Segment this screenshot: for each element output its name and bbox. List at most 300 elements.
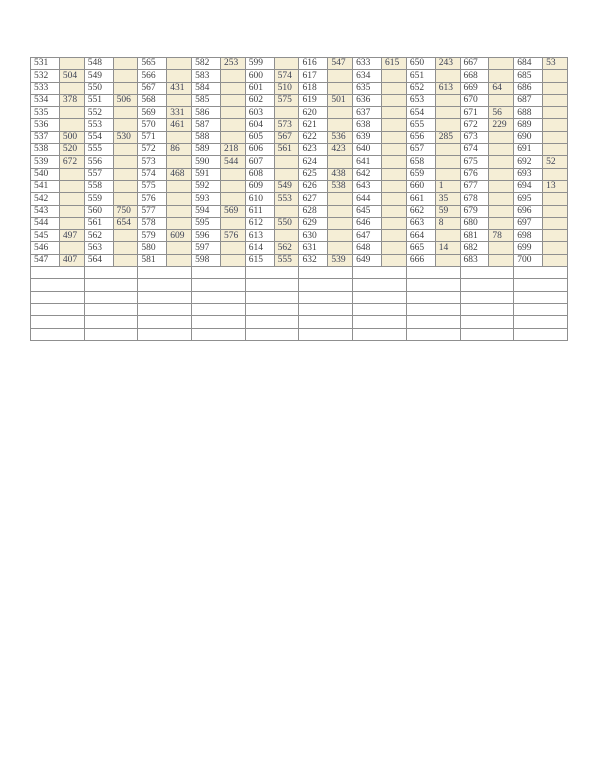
value-cell[interactable]: [274, 156, 299, 168]
empty-cell[interactable]: [406, 279, 460, 291]
value-cell[interactable]: 229: [489, 119, 514, 131]
index-cell[interactable]: 550: [84, 82, 113, 94]
empty-cell[interactable]: [31, 279, 85, 291]
index-cell[interactable]: 532: [31, 70, 60, 82]
index-cell[interactable]: 661: [406, 193, 435, 205]
index-cell[interactable]: 576: [138, 193, 167, 205]
value-cell[interactable]: [543, 193, 568, 205]
value-cell[interactable]: [489, 58, 514, 70]
value-cell[interactable]: [59, 107, 84, 119]
index-cell[interactable]: 700: [514, 254, 543, 266]
value-cell[interactable]: [435, 254, 460, 266]
index-cell[interactable]: 555: [84, 144, 113, 156]
value-cell[interactable]: 56: [489, 107, 514, 119]
value-cell[interactable]: [489, 205, 514, 217]
empty-cell[interactable]: [138, 291, 192, 303]
index-cell[interactable]: 562: [84, 230, 113, 242]
index-cell[interactable]: 597: [192, 242, 221, 254]
value-cell[interactable]: 576: [220, 230, 245, 242]
value-cell[interactable]: 331: [167, 107, 192, 119]
value-cell[interactable]: [274, 107, 299, 119]
value-cell[interactable]: [382, 144, 407, 156]
value-cell[interactable]: [220, 82, 245, 94]
index-cell[interactable]: 543: [31, 205, 60, 217]
index-cell[interactable]: 688: [514, 107, 543, 119]
index-cell[interactable]: 559: [84, 193, 113, 205]
empty-cell[interactable]: [245, 316, 299, 328]
value-cell[interactable]: 575: [274, 94, 299, 106]
value-cell[interactable]: [220, 94, 245, 106]
value-cell[interactable]: 461: [167, 119, 192, 131]
index-cell[interactable]: 650: [406, 58, 435, 70]
index-cell[interactable]: 594: [192, 205, 221, 217]
value-cell[interactable]: 520: [59, 144, 84, 156]
index-cell[interactable]: 620: [299, 107, 328, 119]
index-cell[interactable]: 558: [84, 180, 113, 192]
value-cell[interactable]: [167, 70, 192, 82]
value-cell[interactable]: [382, 131, 407, 143]
value-cell[interactable]: [167, 131, 192, 143]
index-cell[interactable]: 642: [353, 168, 382, 180]
empty-cell[interactable]: [84, 279, 138, 291]
index-cell[interactable]: 533: [31, 82, 60, 94]
empty-cell[interactable]: [84, 267, 138, 279]
index-cell[interactable]: 600: [245, 70, 274, 82]
index-cell[interactable]: 623: [299, 144, 328, 156]
value-cell[interactable]: [59, 119, 84, 131]
index-cell[interactable]: 655: [406, 119, 435, 131]
value-cell[interactable]: [113, 70, 138, 82]
value-cell[interactable]: [113, 119, 138, 131]
index-cell[interactable]: 579: [138, 230, 167, 242]
value-cell[interactable]: [543, 217, 568, 229]
value-cell[interactable]: [328, 217, 353, 229]
index-cell[interactable]: 630: [299, 230, 328, 242]
index-cell[interactable]: 593: [192, 193, 221, 205]
index-cell[interactable]: 641: [353, 156, 382, 168]
empty-cell[interactable]: [353, 328, 407, 340]
index-cell[interactable]: 544: [31, 217, 60, 229]
value-cell[interactable]: [543, 107, 568, 119]
empty-cell[interactable]: [406, 328, 460, 340]
empty-cell[interactable]: [192, 291, 246, 303]
index-cell[interactable]: 698: [514, 230, 543, 242]
index-cell[interactable]: 681: [460, 230, 489, 242]
index-cell[interactable]: 588: [192, 131, 221, 143]
index-cell[interactable]: 611: [245, 205, 274, 217]
value-cell[interactable]: [59, 242, 84, 254]
index-cell[interactable]: 686: [514, 82, 543, 94]
value-cell[interactable]: [543, 82, 568, 94]
value-cell[interactable]: [113, 58, 138, 70]
index-cell[interactable]: 599: [245, 58, 274, 70]
empty-cell[interactable]: [138, 303, 192, 315]
index-cell[interactable]: 647: [353, 230, 382, 242]
value-cell[interactable]: 53: [543, 58, 568, 70]
index-cell[interactable]: 554: [84, 131, 113, 143]
index-cell[interactable]: 578: [138, 217, 167, 229]
value-cell[interactable]: [59, 193, 84, 205]
index-cell[interactable]: 603: [245, 107, 274, 119]
empty-cell[interactable]: [514, 316, 568, 328]
value-cell[interactable]: 561: [274, 144, 299, 156]
index-cell[interactable]: 592: [192, 180, 221, 192]
index-cell[interactable]: 606: [245, 144, 274, 156]
index-cell[interactable]: 613: [245, 230, 274, 242]
value-cell[interactable]: [113, 168, 138, 180]
value-cell[interactable]: [435, 119, 460, 131]
index-cell[interactable]: 556: [84, 156, 113, 168]
value-cell[interactable]: 378: [59, 94, 84, 106]
index-cell[interactable]: 690: [514, 131, 543, 143]
value-cell[interactable]: 504: [59, 70, 84, 82]
value-cell[interactable]: [167, 94, 192, 106]
empty-cell[interactable]: [31, 328, 85, 340]
value-cell[interactable]: [328, 82, 353, 94]
index-cell[interactable]: 569: [138, 107, 167, 119]
empty-cell[interactable]: [514, 328, 568, 340]
index-cell[interactable]: 581: [138, 254, 167, 266]
value-cell[interactable]: 423: [328, 144, 353, 156]
index-cell[interactable]: 586: [192, 107, 221, 119]
value-cell[interactable]: 13: [543, 180, 568, 192]
index-cell[interactable]: 570: [138, 119, 167, 131]
index-cell[interactable]: 663: [406, 217, 435, 229]
index-cell[interactable]: 660: [406, 180, 435, 192]
value-cell[interactable]: [328, 193, 353, 205]
value-cell[interactable]: [59, 205, 84, 217]
index-cell[interactable]: 596: [192, 230, 221, 242]
value-cell[interactable]: [167, 242, 192, 254]
value-cell[interactable]: [435, 230, 460, 242]
value-cell[interactable]: [382, 94, 407, 106]
empty-cell[interactable]: [514, 291, 568, 303]
index-cell[interactable]: 649: [353, 254, 382, 266]
value-cell[interactable]: [489, 193, 514, 205]
index-cell[interactable]: 551: [84, 94, 113, 106]
index-cell[interactable]: 667: [460, 58, 489, 70]
index-cell[interactable]: 614: [245, 242, 274, 254]
value-cell[interactable]: [382, 119, 407, 131]
value-cell[interactable]: [382, 230, 407, 242]
value-cell[interactable]: 501: [328, 94, 353, 106]
index-cell[interactable]: 622: [299, 131, 328, 143]
value-cell[interactable]: [167, 180, 192, 192]
value-cell[interactable]: [382, 180, 407, 192]
value-cell[interactable]: [113, 230, 138, 242]
index-cell[interactable]: 644: [353, 193, 382, 205]
value-cell[interactable]: 562: [274, 242, 299, 254]
value-cell[interactable]: [543, 230, 568, 242]
value-cell[interactable]: 431: [167, 82, 192, 94]
value-cell[interactable]: [489, 144, 514, 156]
empty-cell[interactable]: [460, 267, 514, 279]
index-cell[interactable]: 633: [353, 58, 382, 70]
value-cell[interactable]: [543, 242, 568, 254]
index-cell[interactable]: 580: [138, 242, 167, 254]
empty-cell[interactable]: [84, 328, 138, 340]
index-cell[interactable]: 535: [31, 107, 60, 119]
value-cell[interactable]: [489, 156, 514, 168]
index-cell[interactable]: 585: [192, 94, 221, 106]
index-cell[interactable]: 539: [31, 156, 60, 168]
index-cell[interactable]: 548: [84, 58, 113, 70]
index-cell[interactable]: 662: [406, 205, 435, 217]
value-cell[interactable]: [328, 156, 353, 168]
value-cell[interactable]: [382, 168, 407, 180]
value-cell[interactable]: [543, 131, 568, 143]
index-cell[interactable]: 679: [460, 205, 489, 217]
index-cell[interactable]: 618: [299, 82, 328, 94]
index-cell[interactable]: 651: [406, 70, 435, 82]
index-cell[interactable]: 671: [460, 107, 489, 119]
index-cell[interactable]: 659: [406, 168, 435, 180]
value-cell[interactable]: 567: [274, 131, 299, 143]
empty-cell[interactable]: [353, 279, 407, 291]
index-cell[interactable]: 687: [514, 94, 543, 106]
value-cell[interactable]: [435, 144, 460, 156]
index-cell[interactable]: 583: [192, 70, 221, 82]
value-cell[interactable]: [274, 58, 299, 70]
value-cell[interactable]: [274, 205, 299, 217]
index-cell[interactable]: 657: [406, 144, 435, 156]
index-cell[interactable]: 595: [192, 217, 221, 229]
index-cell[interactable]: 564: [84, 254, 113, 266]
value-cell[interactable]: 613: [435, 82, 460, 94]
index-cell[interactable]: 692: [514, 156, 543, 168]
index-cell[interactable]: 648: [353, 242, 382, 254]
empty-cell[interactable]: [406, 303, 460, 315]
index-cell[interactable]: 577: [138, 205, 167, 217]
empty-cell[interactable]: [138, 316, 192, 328]
index-cell[interactable]: 582: [192, 58, 221, 70]
empty-cell[interactable]: [353, 291, 407, 303]
value-cell[interactable]: 14: [435, 242, 460, 254]
value-cell[interactable]: 530: [113, 131, 138, 143]
empty-cell[interactable]: [245, 291, 299, 303]
index-cell[interactable]: 541: [31, 180, 60, 192]
index-cell[interactable]: 609: [245, 180, 274, 192]
index-cell[interactable]: 636: [353, 94, 382, 106]
value-cell[interactable]: 64: [489, 82, 514, 94]
index-cell[interactable]: 627: [299, 193, 328, 205]
index-cell[interactable]: 637: [353, 107, 382, 119]
index-cell[interactable]: 653: [406, 94, 435, 106]
value-cell[interactable]: [382, 156, 407, 168]
index-cell[interactable]: 643: [353, 180, 382, 192]
index-cell[interactable]: 626: [299, 180, 328, 192]
index-cell[interactable]: 666: [406, 254, 435, 266]
index-cell[interactable]: 584: [192, 82, 221, 94]
value-cell[interactable]: [489, 70, 514, 82]
value-cell[interactable]: 253: [220, 58, 245, 70]
index-cell[interactable]: 685: [514, 70, 543, 82]
value-cell[interactable]: [543, 70, 568, 82]
value-cell[interactable]: 672: [59, 156, 84, 168]
value-cell[interactable]: [220, 131, 245, 143]
index-cell[interactable]: 670: [460, 94, 489, 106]
empty-cell[interactable]: [353, 303, 407, 315]
index-cell[interactable]: 646: [353, 217, 382, 229]
empty-cell[interactable]: [245, 267, 299, 279]
index-cell[interactable]: 616: [299, 58, 328, 70]
value-cell[interactable]: 86: [167, 144, 192, 156]
value-cell[interactable]: 574: [274, 70, 299, 82]
index-cell[interactable]: 693: [514, 168, 543, 180]
value-cell[interactable]: [113, 180, 138, 192]
index-cell[interactable]: 699: [514, 242, 543, 254]
value-cell[interactable]: [382, 205, 407, 217]
index-cell[interactable]: 540: [31, 168, 60, 180]
value-cell[interactable]: [489, 254, 514, 266]
value-cell[interactable]: [489, 94, 514, 106]
value-cell[interactable]: 553: [274, 193, 299, 205]
value-cell[interactable]: [167, 156, 192, 168]
empty-cell[interactable]: [299, 303, 353, 315]
value-cell[interactable]: [382, 82, 407, 94]
value-cell[interactable]: 407: [59, 254, 84, 266]
index-cell[interactable]: 574: [138, 168, 167, 180]
empty-cell[interactable]: [138, 267, 192, 279]
empty-cell[interactable]: [353, 316, 407, 328]
value-cell[interactable]: [167, 205, 192, 217]
value-cell[interactable]: [435, 70, 460, 82]
empty-cell[interactable]: [353, 267, 407, 279]
index-cell[interactable]: 680: [460, 217, 489, 229]
index-cell[interactable]: 639: [353, 131, 382, 143]
value-cell[interactable]: 654: [113, 217, 138, 229]
index-cell[interactable]: 684: [514, 58, 543, 70]
empty-cell[interactable]: [406, 316, 460, 328]
index-cell[interactable]: 665: [406, 242, 435, 254]
empty-cell[interactable]: [299, 291, 353, 303]
empty-cell[interactable]: [514, 267, 568, 279]
value-cell[interactable]: [113, 254, 138, 266]
value-cell[interactable]: 539: [328, 254, 353, 266]
value-cell[interactable]: [167, 58, 192, 70]
value-cell[interactable]: 59: [435, 205, 460, 217]
value-cell[interactable]: [220, 193, 245, 205]
value-cell[interactable]: [59, 58, 84, 70]
index-cell[interactable]: 542: [31, 193, 60, 205]
index-cell[interactable]: 638: [353, 119, 382, 131]
value-cell[interactable]: [59, 168, 84, 180]
index-cell[interactable]: 566: [138, 70, 167, 82]
value-cell[interactable]: [382, 70, 407, 82]
value-cell[interactable]: [382, 242, 407, 254]
value-cell[interactable]: [220, 180, 245, 192]
value-cell[interactable]: 506: [113, 94, 138, 106]
empty-cell[interactable]: [406, 291, 460, 303]
index-cell[interactable]: 697: [514, 217, 543, 229]
value-cell[interactable]: [543, 119, 568, 131]
value-cell[interactable]: [220, 242, 245, 254]
empty-cell[interactable]: [460, 303, 514, 315]
index-cell[interactable]: 590: [192, 156, 221, 168]
empty-cell[interactable]: [460, 291, 514, 303]
value-cell[interactable]: 609: [167, 230, 192, 242]
empty-cell[interactable]: [245, 328, 299, 340]
value-cell[interactable]: [220, 119, 245, 131]
index-cell[interactable]: 604: [245, 119, 274, 131]
empty-cell[interactable]: [460, 279, 514, 291]
value-cell[interactable]: [543, 205, 568, 217]
index-cell[interactable]: 538: [31, 144, 60, 156]
value-cell[interactable]: 544: [220, 156, 245, 168]
index-cell[interactable]: 682: [460, 242, 489, 254]
value-cell[interactable]: [220, 107, 245, 119]
index-cell[interactable]: 696: [514, 205, 543, 217]
empty-cell[interactable]: [31, 303, 85, 315]
value-cell[interactable]: [489, 131, 514, 143]
index-cell[interactable]: 640: [353, 144, 382, 156]
index-cell[interactable]: 531: [31, 58, 60, 70]
empty-cell[interactable]: [192, 267, 246, 279]
value-cell[interactable]: [113, 144, 138, 156]
empty-cell[interactable]: [299, 267, 353, 279]
value-cell[interactable]: [489, 168, 514, 180]
value-cell[interactable]: [220, 70, 245, 82]
value-cell[interactable]: 573: [274, 119, 299, 131]
index-cell[interactable]: 654: [406, 107, 435, 119]
index-cell[interactable]: 691: [514, 144, 543, 156]
index-cell[interactable]: 676: [460, 168, 489, 180]
index-cell[interactable]: 672: [460, 119, 489, 131]
empty-cell[interactable]: [460, 328, 514, 340]
value-cell[interactable]: 1: [435, 180, 460, 192]
value-cell[interactable]: 547: [328, 58, 353, 70]
value-cell[interactable]: [543, 254, 568, 266]
index-cell[interactable]: 546: [31, 242, 60, 254]
value-cell[interactable]: [220, 254, 245, 266]
index-cell[interactable]: 591: [192, 168, 221, 180]
value-cell[interactable]: [274, 230, 299, 242]
value-cell[interactable]: 538: [328, 180, 353, 192]
value-cell[interactable]: [220, 217, 245, 229]
index-cell[interactable]: 656: [406, 131, 435, 143]
index-cell[interactable]: 615: [245, 254, 274, 266]
index-cell[interactable]: 601: [245, 82, 274, 94]
index-cell[interactable]: 557: [84, 168, 113, 180]
index-cell[interactable]: 668: [460, 70, 489, 82]
index-cell[interactable]: 573: [138, 156, 167, 168]
index-cell[interactable]: 553: [84, 119, 113, 131]
value-cell[interactable]: 285: [435, 131, 460, 143]
index-cell[interactable]: 602: [245, 94, 274, 106]
value-cell[interactable]: [328, 70, 353, 82]
value-cell[interactable]: [489, 242, 514, 254]
value-cell[interactable]: [167, 217, 192, 229]
value-cell[interactable]: [113, 242, 138, 254]
index-cell[interactable]: 547: [31, 254, 60, 266]
empty-cell[interactable]: [192, 328, 246, 340]
value-cell[interactable]: [59, 217, 84, 229]
index-cell[interactable]: 631: [299, 242, 328, 254]
index-cell[interactable]: 652: [406, 82, 435, 94]
index-cell[interactable]: 552: [84, 107, 113, 119]
value-cell[interactable]: [328, 242, 353, 254]
value-cell[interactable]: [113, 193, 138, 205]
value-cell[interactable]: [328, 230, 353, 242]
empty-cell[interactable]: [406, 267, 460, 279]
value-cell[interactable]: 500: [59, 131, 84, 143]
empty-cell[interactable]: [460, 316, 514, 328]
value-cell[interactable]: [382, 193, 407, 205]
empty-cell[interactable]: [138, 328, 192, 340]
index-cell[interactable]: 669: [460, 82, 489, 94]
empty-cell[interactable]: [192, 303, 246, 315]
value-cell[interactable]: 536: [328, 131, 353, 143]
